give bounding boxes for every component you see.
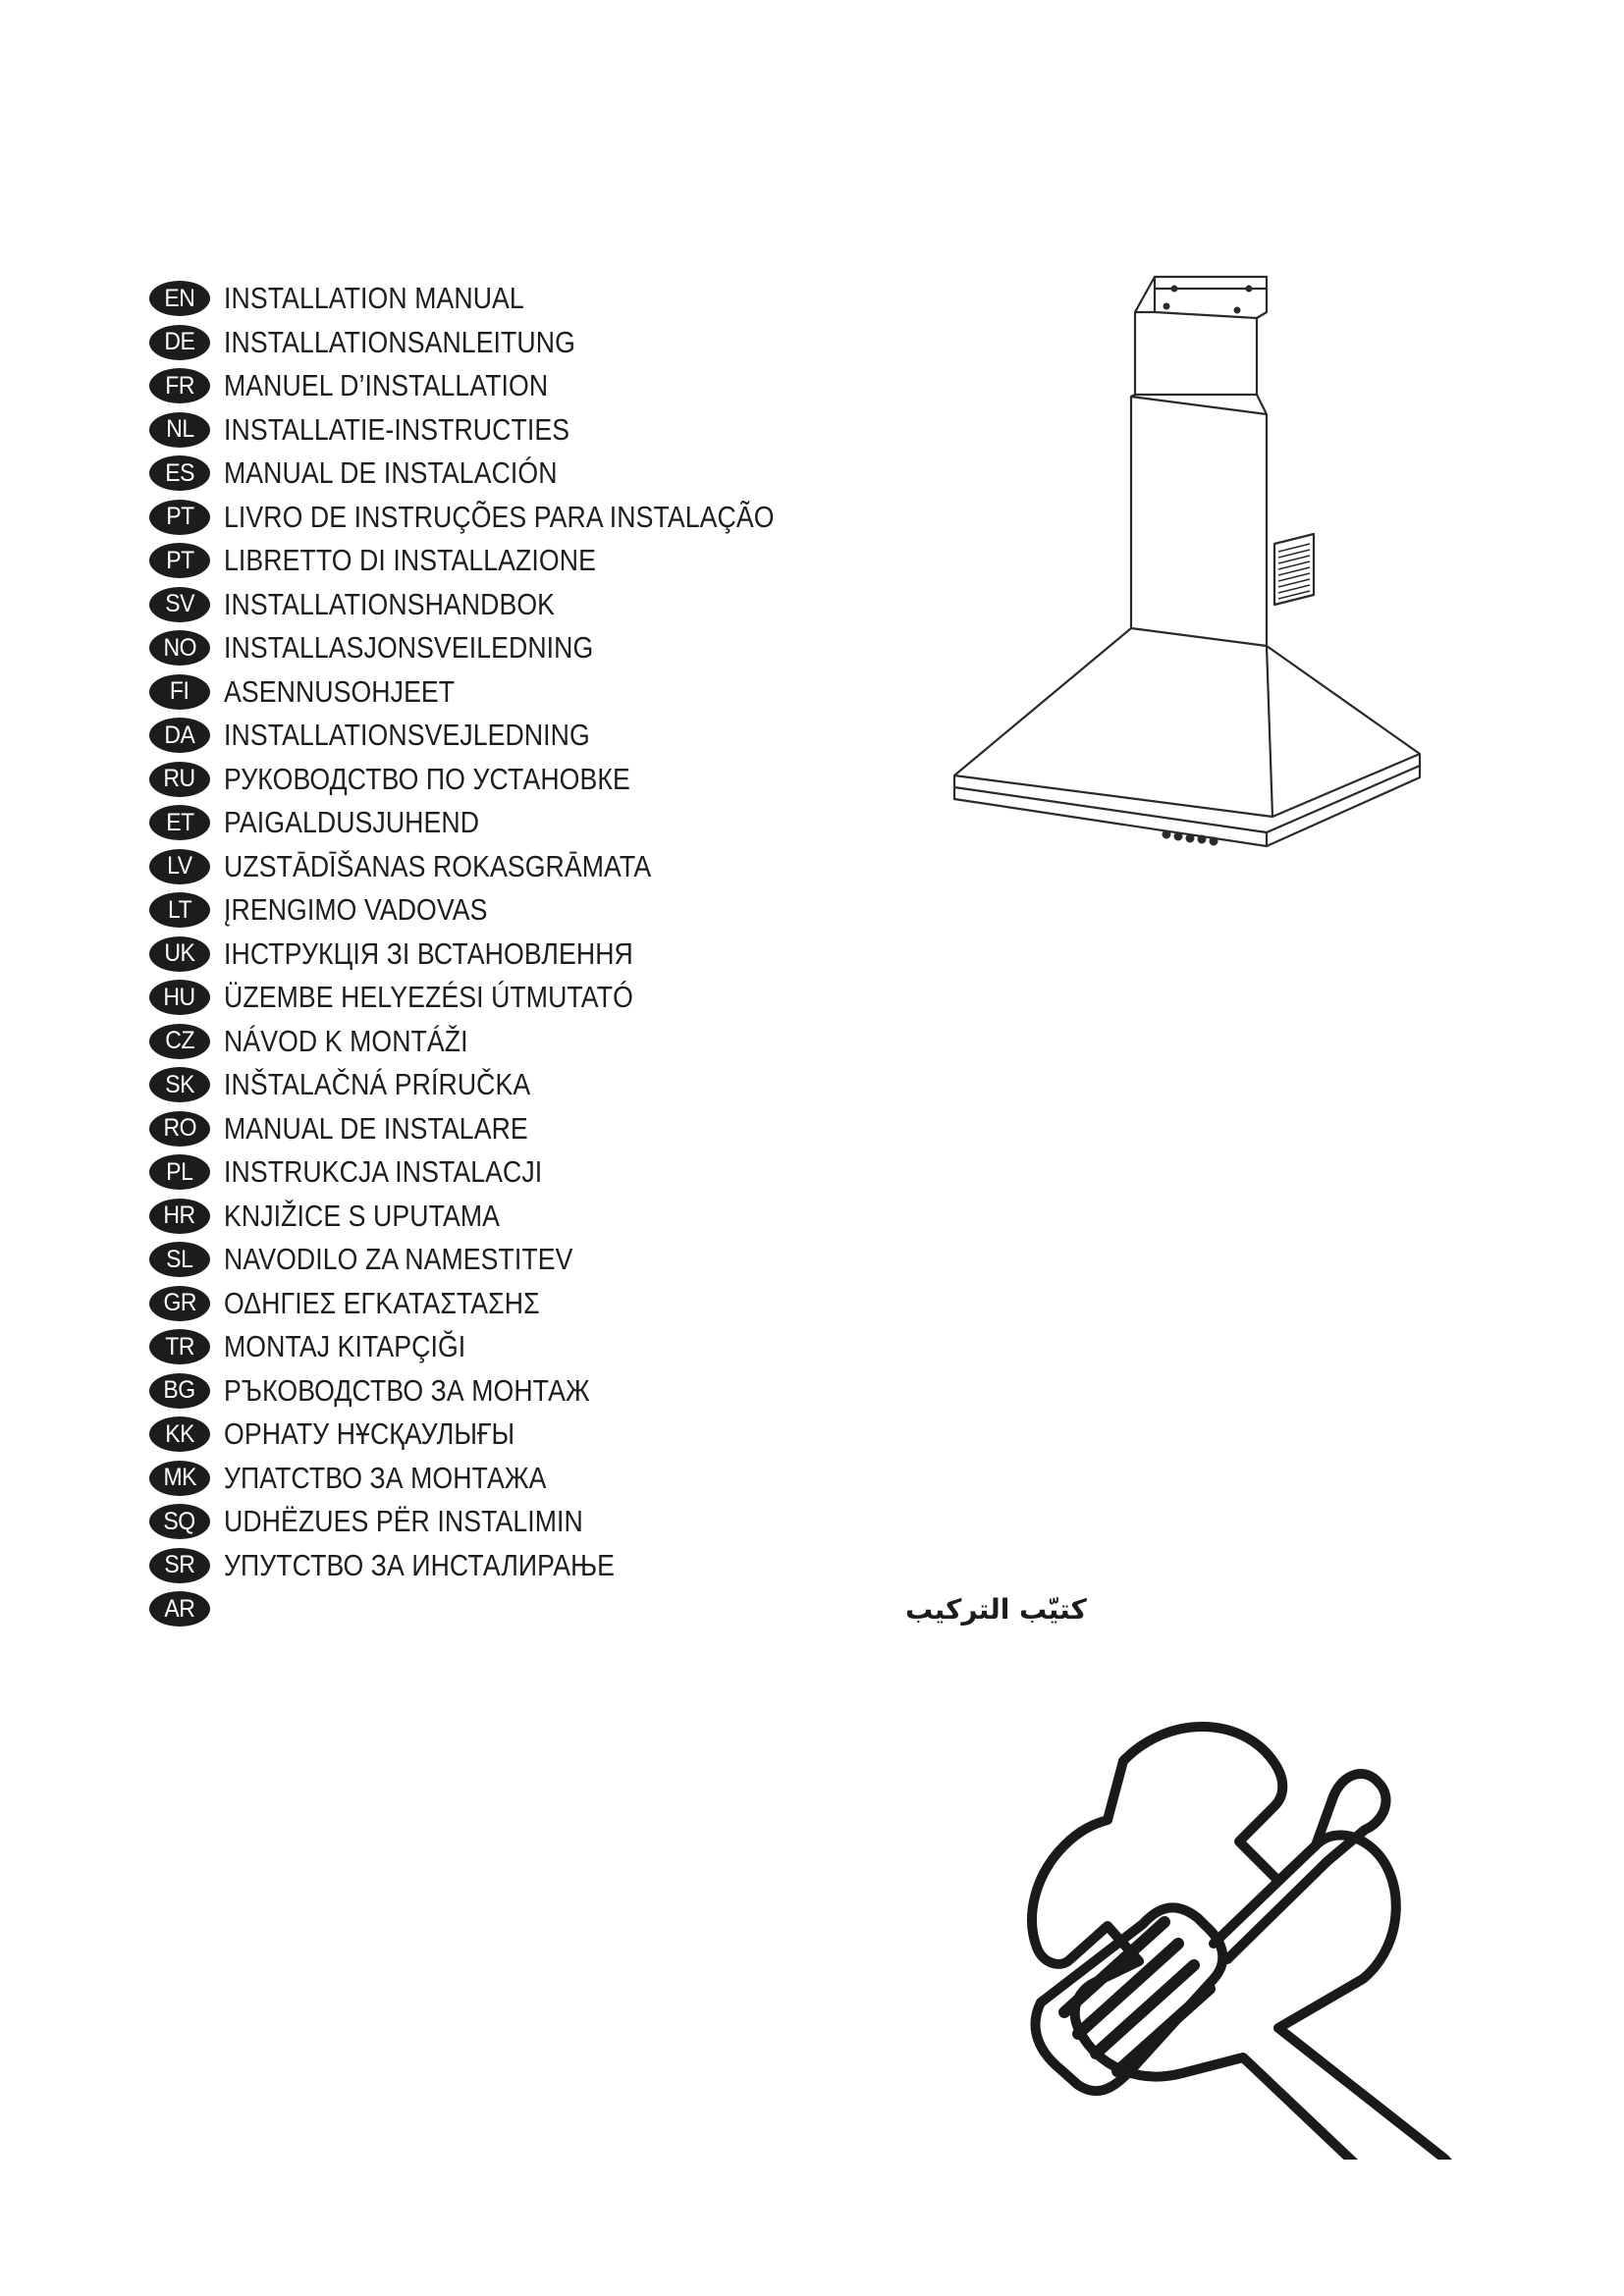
language-item	[149, 670, 864, 715]
language-item	[149, 1544, 864, 1588]
language-item	[149, 1457, 864, 1501]
language-code-badge	[149, 500, 210, 535]
language-code-badge	[149, 1154, 210, 1190]
language-item	[149, 496, 864, 540]
language-item	[149, 801, 864, 845]
language-title: INSTALLATIONSANLEITUNG	[224, 324, 575, 359]
language-code-badge	[149, 1504, 210, 1539]
language-title: ОРНАТУ НҰСҚАУЛЫҒЫ	[224, 1416, 515, 1452]
language-code-badge	[149, 936, 210, 972]
language-title: РУКОВОДСТВО ПО УСТАНОВКЕ	[224, 761, 630, 796]
language-title: NAVODILO ZA NAMESTITEV	[224, 1242, 573, 1277]
language-code-badge	[149, 1329, 210, 1364]
language-code: KK	[165, 1419, 194, 1448]
language-code: EN	[164, 284, 195, 312]
language-code-badge	[149, 718, 210, 753]
language-title: УПУТСТВО ЗА ИНСТАЛИРАЊЕ	[224, 1547, 615, 1582]
language-code-badge	[149, 455, 210, 491]
language-title: ÜZEMBE HELYEZÉSI ÚTMUTATÓ	[224, 980, 633, 1015]
language-code: ET	[165, 808, 194, 836]
language-code: FR	[165, 371, 194, 400]
language-title: UDHËZUES PËR INSTALIMIN	[224, 1504, 583, 1539]
language-code-badge	[149, 980, 210, 1015]
language-title: УПАТСТВО ЗА МОНТАЖА	[224, 1460, 547, 1495]
language-code: SV	[165, 590, 194, 618]
language-item	[149, 888, 864, 933]
language-title: كتيّب التركيب	[905, 1592, 1087, 1626]
language-code: UK	[164, 939, 195, 968]
language-code: RU	[163, 765, 196, 793]
language-item	[149, 1020, 864, 1064]
language-item	[149, 539, 864, 583]
language-code-badge	[149, 1416, 210, 1452]
language-item	[149, 1413, 864, 1457]
language-title: UZSTĀDĪŠANAS ROKASGRĀMATA	[224, 848, 652, 883]
language-code-badge	[149, 281, 210, 316]
language-item	[149, 1150, 864, 1195]
language-title: INSTALLATIONSVEJLEDNING	[224, 718, 590, 753]
language-title: ĮRENGIMO VADOVAS	[224, 892, 488, 928]
language-item	[149, 1195, 864, 1239]
language-title: РЪКОВОДСТВО ЗА МОНТАЖ	[224, 1372, 590, 1408]
language-code-badge	[149, 1373, 210, 1409]
language-title: INSTALLATION MANUAL	[224, 281, 524, 316]
language-title: MONTAJ KITAPÇIĞI	[224, 1329, 466, 1364]
language-item	[149, 1107, 864, 1151]
language-item	[149, 976, 864, 1020]
language-code-badge	[149, 849, 210, 884]
language-code: CZ	[165, 1027, 194, 1055]
language-code-badge	[149, 1199, 210, 1234]
language-code-badge	[149, 1591, 210, 1627]
chimney-range-hood-icon	[943, 267, 1434, 885]
language-code-badge	[149, 1286, 210, 1321]
language-title: INSTALLATIE-INSTRUCTIES	[224, 411, 570, 447]
language-code-badge	[149, 1111, 210, 1147]
language-code-badge	[149, 892, 210, 928]
language-code: NO	[163, 633, 196, 662]
language-code: DE	[164, 328, 195, 356]
language-title: INŠTALAČNÁ PRÍRUČKA	[224, 1067, 531, 1102]
language-code-badge	[149, 325, 210, 360]
language-code: NL	[165, 415, 194, 444]
language-code: PT	[165, 503, 194, 531]
language-item	[149, 626, 864, 670]
language-title: ІНСТРУКЦІЯ ЗІ ВСТАНОВЛЕННЯ	[224, 935, 633, 971]
language-item	[149, 1282, 864, 1326]
language-item	[149, 1063, 864, 1107]
language-code-badge	[149, 1242, 210, 1277]
language-code: BG	[163, 1376, 196, 1405]
language-code-badge	[149, 587, 210, 622]
language-code: HU	[163, 983, 196, 1011]
language-code-badge	[149, 1461, 210, 1496]
language-title: INSTALLATIONSHANDBOK	[224, 586, 556, 621]
language-code: ES	[165, 458, 194, 487]
language-code: HR	[163, 1201, 196, 1230]
language-code: PL	[166, 1157, 193, 1186]
language-code: SK	[165, 1070, 194, 1098]
language-title: NÁVOD K MONTÁŽI	[224, 1023, 468, 1058]
language-item	[149, 1369, 864, 1414]
language-code: RO	[163, 1114, 196, 1143]
language-code: TR	[165, 1332, 194, 1361]
language-title: MANUAL DE INSTALACIÓN	[224, 455, 558, 491]
language-code-badge	[149, 805, 210, 840]
language-code: MK	[163, 1464, 196, 1492]
language-list	[149, 277, 1087, 1631]
language-code-badge	[149, 1024, 210, 1059]
language-title: PAIGALDUSJUHEND	[224, 805, 480, 840]
language-code-badge	[149, 630, 210, 666]
language-title: KNJIŽICE S UPUTAMA	[224, 1198, 501, 1233]
language-code: GR	[163, 1289, 196, 1317]
language-code: AR	[164, 1594, 195, 1623]
language-title: INSTALLASJONSVEILEDNING	[224, 630, 594, 666]
language-item	[149, 1325, 864, 1369]
language-code: SQ	[163, 1507, 196, 1535]
language-code: LT	[167, 895, 192, 924]
language-item	[149, 758, 864, 802]
language-code-badge	[149, 412, 210, 448]
language-title: LIBRETTO DI INSTALLAZIONE	[224, 543, 596, 578]
wrench-screwdriver-icon	[1021, 1698, 1473, 2160]
language-code-badge	[149, 1067, 210, 1102]
language-title: ASENNUSOHJEET	[224, 673, 456, 709]
language-title: ΟΔΗΓΙΕΣ ΕΓΚΑΤΑΣΤΑΣΗΣ	[224, 1285, 540, 1320]
language-title: MANUEL D’INSTALLATION	[224, 368, 549, 403]
language-code: SL	[166, 1245, 193, 1273]
language-title: LIVRO DE INSTRUÇÕES PARA INSTALAÇÃO	[224, 499, 775, 534]
language-item	[149, 845, 864, 889]
language-title: MANUAL DE INSTALARE	[224, 1110, 528, 1146]
language-code-badge	[149, 674, 210, 710]
language-item	[149, 714, 864, 758]
language-item	[149, 452, 864, 496]
language-item	[149, 933, 864, 977]
language-code-badge	[149, 1548, 210, 1583]
language-code-badge	[149, 543, 210, 578]
language-item	[149, 1238, 864, 1282]
language-item	[149, 1587, 1087, 1631]
language-item	[149, 583, 864, 627]
language-code-badge	[149, 368, 210, 403]
language-code: SR	[164, 1551, 195, 1579]
language-item	[149, 1500, 864, 1544]
language-item	[149, 277, 864, 321]
language-code-badge	[149, 762, 210, 797]
language-item	[149, 364, 864, 408]
language-item	[149, 408, 864, 453]
language-code: PT	[165, 546, 194, 574]
language-code: FI	[170, 677, 189, 706]
language-code: LV	[167, 852, 192, 881]
language-title: INSTRUKCJA INSTALACJI	[224, 1154, 543, 1190]
language-item	[149, 321, 864, 365]
language-code: DA	[164, 721, 195, 749]
